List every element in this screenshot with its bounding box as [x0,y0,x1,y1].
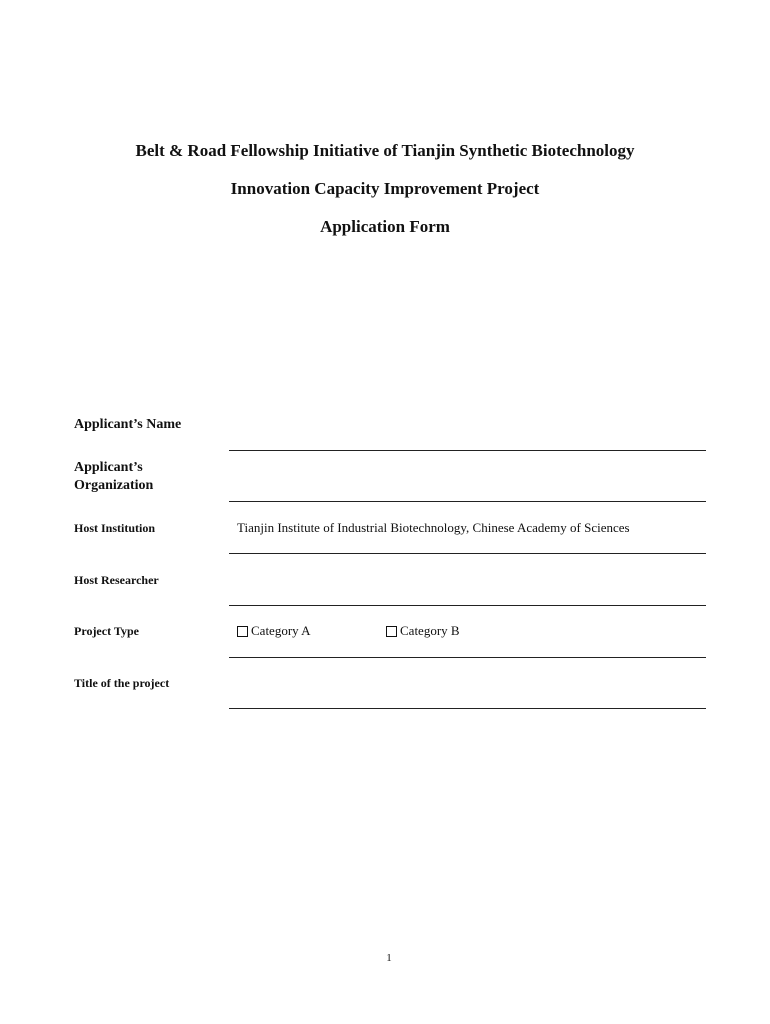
category-a-option[interactable] [237,623,311,639]
form-title: Application Form [320,217,450,236]
category-b-checkbox[interactable] [386,626,397,637]
category-b-option[interactable] [386,623,460,639]
category-b-label: Category B [400,623,460,638]
project-title-label: Title of the project [74,676,170,690]
page-number: 1 [386,952,392,964]
host-researcher-label: Host Researcher [74,573,159,587]
title-line-2: Innovation Capacity Improvement Project [230,179,540,198]
project-type-field-line [229,657,706,658]
applicant-organization-label: Applicant’s Organization [74,460,154,493]
applicant-name-field-line[interactable] [229,450,706,451]
project-type-label: Project Type [74,624,139,638]
project-title-field-line[interactable] [229,708,706,709]
applicant-organization-field-line[interactable] [229,501,706,502]
host-researcher-field-line[interactable] [229,605,706,606]
category-a-label: Category A [251,623,311,638]
host-institution-value: Tianjin Institute of Industrial Biotechnology, Chinese Academy of Sciences [237,520,630,535]
applicant-name-label: Applicant’s Name [74,417,182,432]
title-line-1: Belt & Road Fellowship Initiative of Tianjin Synthetic Biotechnology [135,141,635,160]
category-a-checkbox[interactable] [237,626,248,637]
host-institution-label: Host Institution [74,521,156,535]
host-institution-field-line [229,553,706,554]
